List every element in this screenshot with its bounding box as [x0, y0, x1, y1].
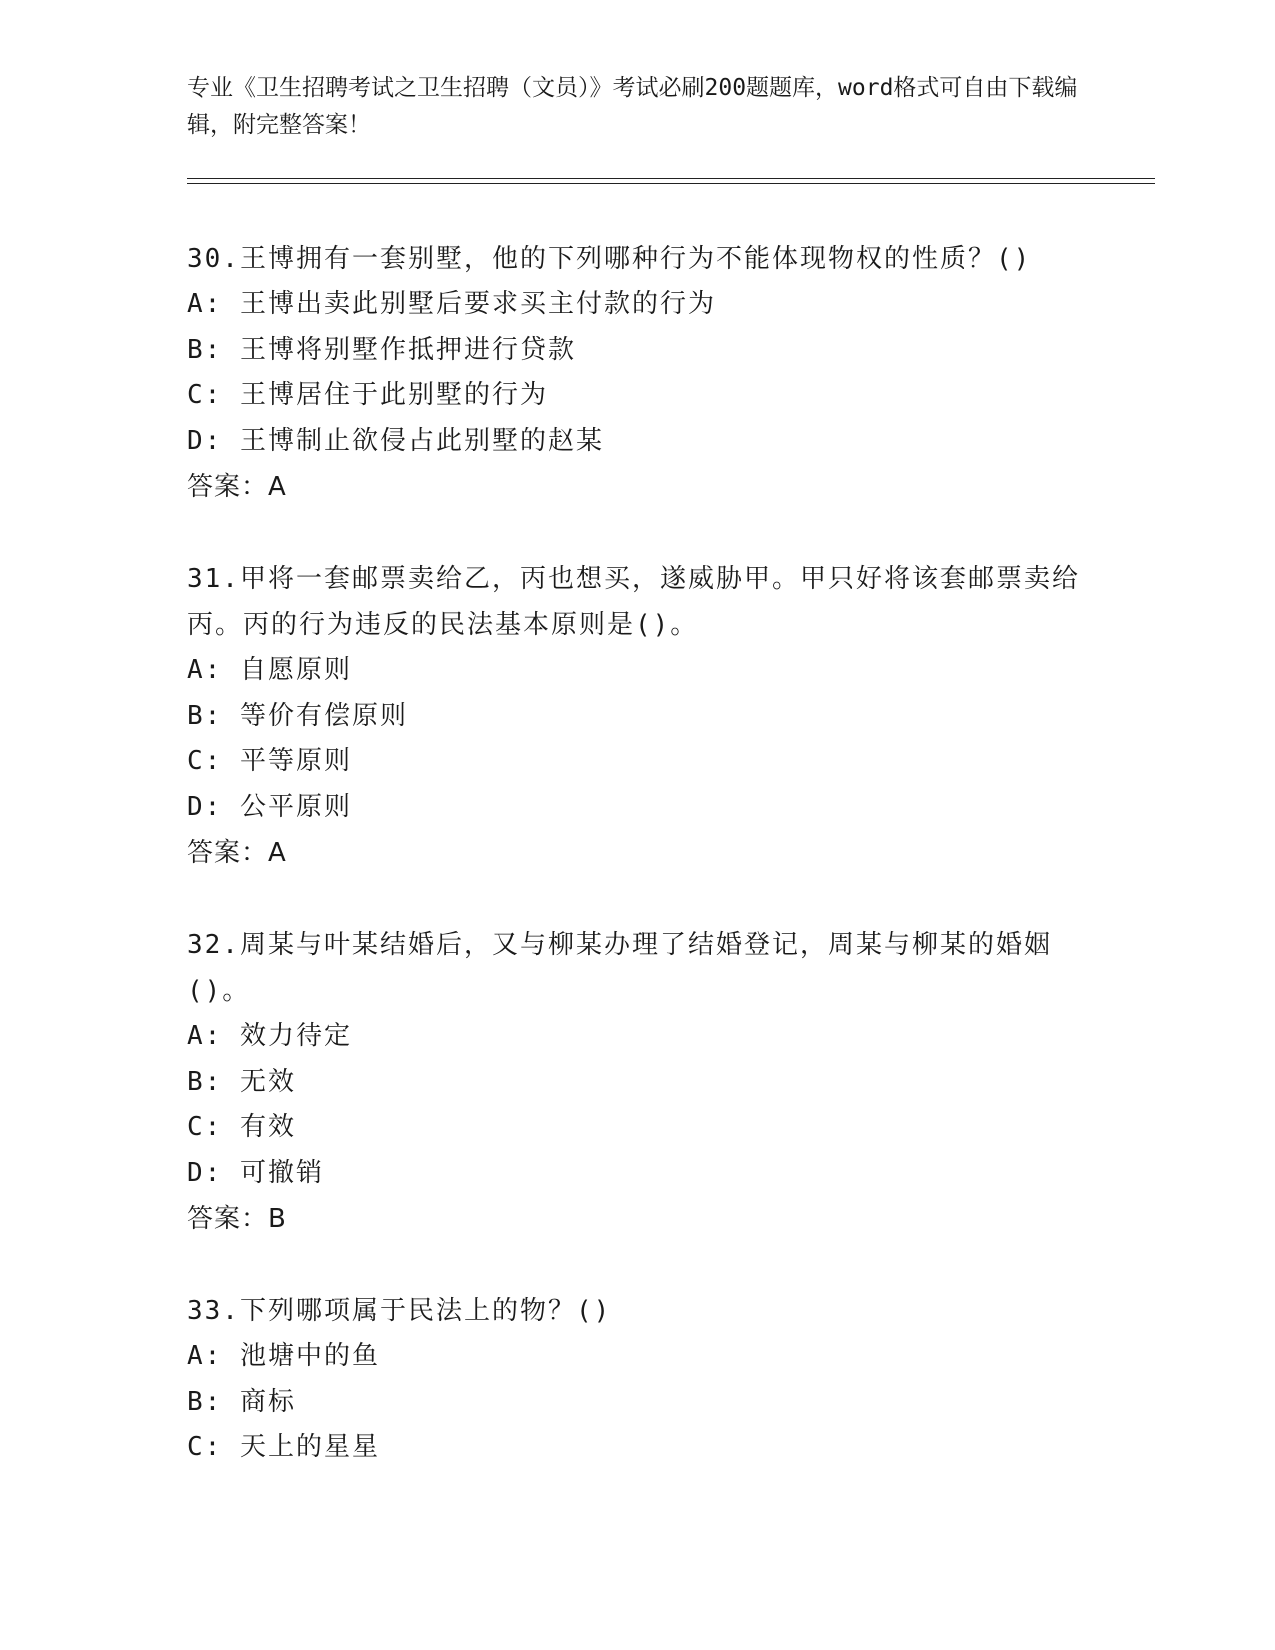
option-b: B: 等价有偿原则 [187, 700, 408, 731]
question-33 [187, 1288, 1087, 1471]
option-d: D: 可撤销 [187, 1157, 324, 1188]
option-c: C: 平等原则 [187, 746, 352, 776]
document-header: 专业《卫生招聘考试之卫生招聘（文员）》考试必刷200题题库，word格式可自由下载编辑，附完整答案！ [187, 75, 1078, 138]
question-text: 33.下列哪项属于民法上的物？() [187, 1296, 612, 1326]
header-divider-top [187, 178, 1155, 179]
option-b: B: 无效 [187, 1066, 296, 1097]
question-text: 30.王博拥有一套别墅，他的下列哪种行为不能体现物权的性质？() [187, 244, 1032, 274]
option-b: B: 商标 [187, 1386, 296, 1417]
question-text: 32.周某与叶某结婚后，又与柳某办理了结婚登记，周某与柳某的婚姻()。 [187, 930, 1052, 1006]
option-a: A: 王博出卖此别墅后要求买主付款的行为 [187, 289, 716, 319]
option-a: A: 自愿原则 [187, 655, 352, 685]
option-d: D: 王博制止欲侵占此别墅的赵某 [187, 425, 604, 456]
question-32 [187, 922, 1087, 1242]
option-a: A: 效力待定 [187, 1021, 352, 1051]
option-c: C: 有效 [187, 1112, 296, 1142]
option-c: C: 王博居住于此别墅的行为 [187, 380, 548, 410]
option-d: D: 公平原则 [187, 791, 352, 822]
option-c: C: 天上的星星 [187, 1432, 380, 1462]
question-30 [187, 236, 1087, 510]
header-divider-bottom [187, 183, 1155, 184]
answer: 答案：A [187, 472, 287, 502]
option-a: A: 池塘中的鱼 [187, 1341, 380, 1371]
question-text: 31.甲将一套邮票卖给乙，丙也想买，遂威胁甲。甲只好将该套邮票卖给丙。丙的行为违反的民法基本原则是()。 [187, 564, 1080, 640]
answer: 答案：A [187, 838, 287, 868]
question-list [187, 236, 1087, 1517]
option-b: B: 王博将别墅作抵押进行贷款 [187, 334, 576, 365]
question-31 [187, 556, 1087, 876]
answer: 答案：B [187, 1204, 287, 1234]
